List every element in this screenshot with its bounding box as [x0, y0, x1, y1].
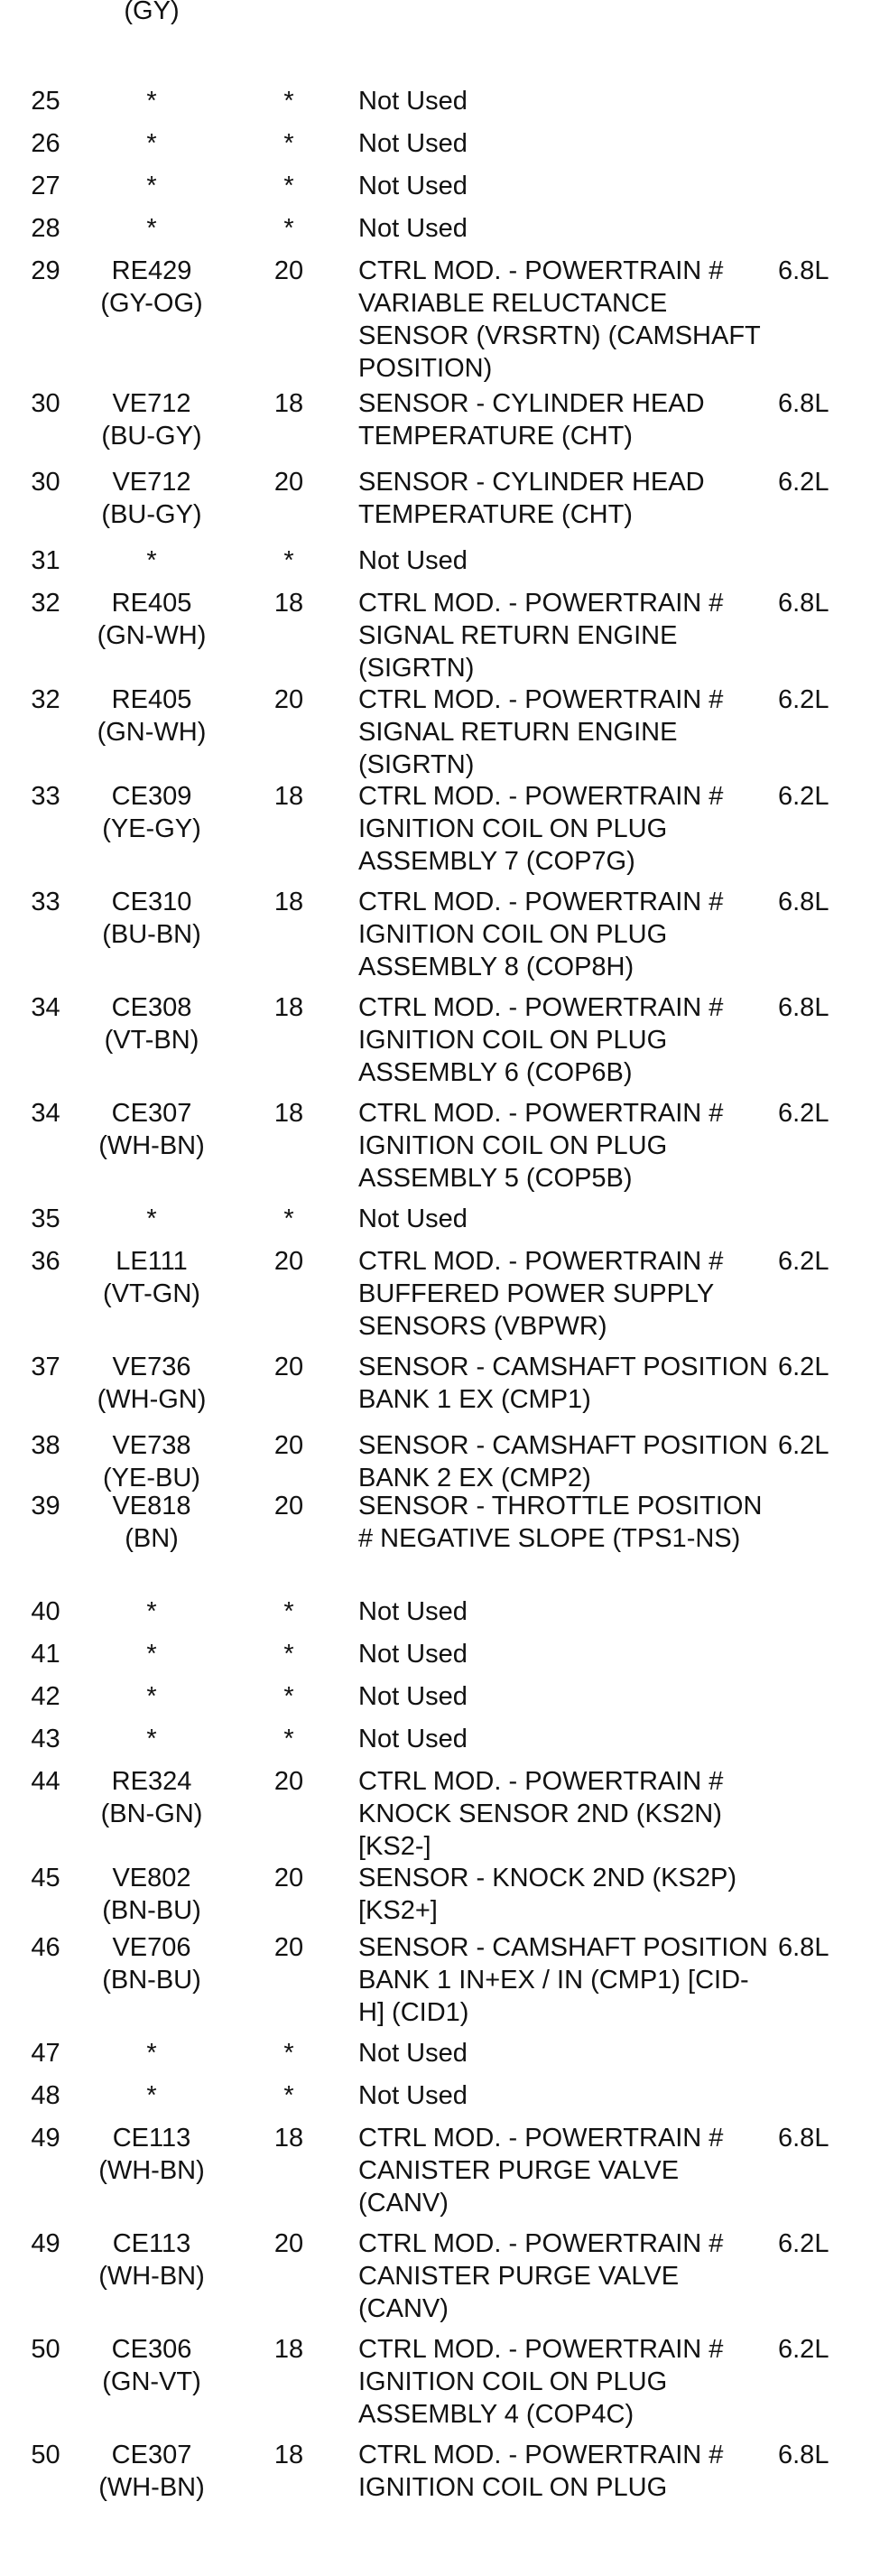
pin-number: 31: [31, 546, 60, 575]
circuit-description: CTRL MOD. - POWERTRAIN # IGNITION COIL ON PLUG ASSEMBLY 4 (COP4C): [358, 2335, 724, 2429]
circuit-description: CTRL MOD. - POWERTRAIN # IGNITION COIL ON PLUG ASSEMBLY 6 (COP6B): [358, 993, 724, 1087]
pin-number: 28: [31, 214, 60, 243]
circuit-description: CTRL MOD. - POWERTRAIN # SIGNAL RETURN ENGINE (SIGRTN): [358, 589, 724, 683]
wire-color: (WH-BN): [98, 2262, 205, 2291]
pin-number: 41: [31, 1640, 60, 1669]
engine-note: 6.2L: [778, 1431, 829, 1460]
circuit-description: Not Used: [358, 214, 468, 243]
circuit-description: SENSOR - CYLINDER HEAD TEMPERATURE (CHT): [358, 468, 705, 529]
circuit-cell: [79, 466, 224, 531]
circuit-cell: [79, 255, 224, 320]
circuit-cell: [79, 212, 224, 245]
wire-color: (GN-WH): [97, 718, 207, 747]
circuit-cell: [79, 1245, 224, 1310]
engine-note: 6.2L: [778, 2335, 829, 2364]
circuit-description: Not Used: [358, 1682, 468, 1711]
circuit-id: *: [146, 1682, 157, 1711]
engine-note: 6.2L: [778, 685, 829, 714]
circuit-cell: [79, 2439, 224, 2504]
wire-gauge: 20: [273, 1933, 304, 1962]
pin-number: 38: [31, 1431, 60, 1460]
circuit-id: *: [146, 172, 157, 200]
wire-color: (YE-BU): [103, 1464, 200, 1493]
wire-color: (WH-BN): [98, 2156, 205, 2185]
circuit-cell: [79, 780, 224, 845]
circuit-cell: [79, 587, 224, 652]
wire-color: (GY-OG): [100, 289, 203, 318]
circuit-cell: [79, 544, 224, 577]
circuit-description: SENSOR - CAMSHAFT POSITION BANK 1 EX (CMP1): [358, 1353, 768, 1414]
pin-number: 34: [31, 993, 60, 1022]
wire-color: (BN-GN): [100, 1799, 203, 1828]
circuit-description: Not Used: [358, 1204, 468, 1233]
circuit-id: *: [146, 546, 157, 575]
wire-gauge: 18: [273, 993, 304, 1022]
circuit-description: Not Used: [358, 1725, 468, 1753]
pin-number: 30: [31, 389, 60, 418]
wire-color: (GY): [124, 0, 180, 25]
wire-gauge: 20: [273, 1767, 304, 1796]
circuit-cell: [79, 1765, 224, 1830]
circuit-cell: [79, 387, 224, 452]
engine-note: 6.2L: [778, 1099, 829, 1128]
wire-gauge: 18: [273, 1099, 304, 1128]
circuit-cell: [79, 2037, 224, 2069]
circuit-cell: [79, 1638, 224, 1670]
wire-color: (YE-GY): [102, 814, 201, 843]
circuit-cell: [79, 1595, 224, 1628]
pin-number: 37: [31, 1353, 60, 1381]
circuit-id: VE738: [112, 1431, 191, 1460]
pin-number: 34: [31, 1099, 60, 1128]
circuit-description: CTRL MOD. - POWERTRAIN # BUFFERED POWER SUPPLY SENSORS (VBPWR): [358, 1247, 724, 1341]
circuit-id: VE736: [112, 1353, 191, 1381]
circuit-id: *: [146, 2081, 157, 2110]
circuit-id: *: [146, 129, 157, 158]
pin-number: 48: [31, 2081, 60, 2110]
circuit-cell: [79, 684, 224, 749]
circuit-cell: [79, 127, 224, 160]
wire-color: (WH-BN): [98, 2473, 205, 2502]
engine-note: 6.8L: [778, 256, 829, 285]
wire-gauge: *: [283, 546, 294, 575]
circuit-cell: [79, 1351, 224, 1416]
circuit-id: CE310: [111, 888, 192, 916]
circuit-description: CTRL MOD. - POWERTRAIN # IGNITION COIL ON PLUG ASSEMBLY 7 (COP7G): [358, 782, 724, 876]
pin-number: 47: [31, 2039, 60, 2068]
pin-number: 46: [31, 1933, 60, 1962]
pin-number: 40: [31, 1597, 60, 1626]
pin-number: 27: [31, 172, 60, 200]
wire-gauge: 20: [273, 256, 304, 285]
wire-gauge: 18: [273, 2124, 304, 2153]
wire-color: (BN): [125, 1524, 179, 1553]
engine-note: 6.2L: [778, 782, 829, 811]
circuit-id: VE712: [112, 389, 191, 418]
circuit-cell: [79, 1723, 224, 1755]
circuit-id: *: [146, 214, 157, 243]
circuit-id: CE309: [111, 782, 192, 811]
wire-gauge: *: [283, 87, 294, 116]
engine-note: 6.8L: [778, 2441, 829, 2469]
pin-number: 25: [31, 87, 60, 116]
pin-number: 39: [31, 1492, 60, 1520]
pin-number: 32: [31, 685, 60, 714]
circuit-cell: [79, 1862, 224, 1927]
engine-note: 6.2L: [778, 1353, 829, 1381]
engine-note: 6.8L: [778, 888, 829, 916]
pin-number: 49: [31, 2124, 60, 2153]
wire-gauge: *: [283, 1597, 294, 1626]
pin-number: 44: [31, 1767, 60, 1796]
circuit-cell: [79, 1931, 224, 1996]
pin-number: 49: [31, 2229, 60, 2258]
pin-number: 36: [31, 1247, 60, 1276]
circuit-description: Not Used: [358, 2039, 468, 2068]
wire-gauge: 20: [273, 2229, 304, 2258]
circuit-cell: [79, 85, 224, 117]
pin-number: 35: [31, 1204, 60, 1233]
wire-gauge: *: [283, 1682, 294, 1711]
circuit-description: Not Used: [358, 87, 468, 116]
wire-color: (GN-VT): [102, 2367, 201, 2396]
circuit-id: CE308: [111, 993, 192, 1022]
pin-number: 50: [31, 2335, 60, 2364]
circuit-description: SENSOR - CAMSHAFT POSITION BANK 2 EX (CMP2): [358, 1431, 768, 1493]
circuit-description: Not Used: [358, 129, 468, 158]
circuit-id: CE113: [112, 2229, 191, 2258]
pin-number: 29: [31, 256, 60, 285]
circuit-description: Not Used: [358, 1640, 468, 1669]
wire-gauge: 18: [273, 589, 304, 618]
pin-number: 32: [31, 589, 60, 618]
circuit-description: CTRL MOD. - POWERTRAIN # IGNITION COIL ON PLUG ASSEMBLY 8 (COP8H): [358, 888, 724, 981]
circuit-description: SENSOR - CYLINDER HEAD TEMPERATURE (CHT): [358, 389, 705, 451]
wire-gauge: *: [283, 172, 294, 200]
engine-note: 6.2L: [778, 2229, 829, 2258]
circuit-cell: [79, 0, 224, 27]
circuit-id: RE405: [111, 685, 192, 714]
wire-color: (BN-BU): [102, 1966, 201, 1995]
circuit-description: Not Used: [358, 546, 468, 575]
engine-note: 6.8L: [778, 1933, 829, 1962]
circuit-cell: [79, 170, 224, 202]
wire-color: (WH-BN): [98, 1131, 205, 1160]
wire-gauge: 18: [273, 389, 304, 418]
wire-color: (BU-GY): [101, 500, 202, 529]
pin-number: 42: [31, 1682, 60, 1711]
wire-color: (BU-GY): [101, 422, 202, 451]
wire-gauge: *: [283, 2081, 294, 2110]
wire-color: (VT-GN): [103, 1279, 200, 1308]
circuit-id: VE818: [112, 1492, 191, 1520]
circuit-description: CTRL MOD. - POWERTRAIN # IGNITION COIL ON PLUG: [358, 2441, 724, 2502]
wire-gauge: *: [283, 1725, 294, 1753]
circuit-id: CE307: [111, 2441, 192, 2469]
pin-number: 45: [31, 1864, 60, 1892]
circuit-id: LE111: [116, 1247, 188, 1276]
wire-gauge: 18: [273, 888, 304, 916]
wire-gauge: 20: [273, 1864, 304, 1892]
wire-color: (GN-WH): [97, 621, 207, 650]
wire-color: (WH-GN): [97, 1385, 207, 1414]
wire-color: (BU-BN): [102, 920, 201, 949]
circuit-description: Not Used: [358, 1597, 468, 1626]
circuit-id: CE307: [111, 1099, 192, 1128]
wire-gauge: 20: [273, 468, 304, 497]
circuit-description: CTRL MOD. - POWERTRAIN # SIGNAL RETURN ENGINE (SIGRTN): [358, 685, 724, 779]
wire-gauge: *: [283, 1640, 294, 1669]
wire-gauge: 18: [273, 2335, 304, 2364]
circuit-cell: [79, 991, 224, 1056]
circuit-description: CTRL MOD. - POWERTRAIN # CANISTER PURGE VALVE (CANV): [358, 2124, 724, 2218]
engine-note: 6.2L: [778, 468, 829, 497]
circuit-id: *: [146, 2039, 157, 2068]
circuit-cell: [79, 1680, 224, 1713]
wire-gauge: *: [283, 2039, 294, 2068]
pin-number: 50: [31, 2441, 60, 2469]
circuit-id: *: [146, 1725, 157, 1753]
circuit-description: CTRL MOD. - POWERTRAIN # VARIABLE RELUCTANCE SENSOR (VRSRTN) (CAMSHAFT POSITION): [358, 256, 761, 383]
circuit-id: *: [146, 1204, 157, 1233]
wire-gauge: 20: [273, 1431, 304, 1460]
wire-gauge: *: [283, 1204, 294, 1233]
engine-note: 6.8L: [778, 389, 829, 418]
circuit-cell: [79, 1490, 224, 1555]
wire-gauge: *: [283, 214, 294, 243]
wire-gauge: 20: [273, 685, 304, 714]
circuit-cell: [79, 2079, 224, 2112]
circuit-description: Not Used: [358, 2081, 468, 2110]
engine-note: 6.8L: [778, 993, 829, 1022]
circuit-id: VE802: [112, 1864, 191, 1892]
engine-note: 6.8L: [778, 2124, 829, 2153]
pin-number: 33: [31, 782, 60, 811]
pin-number: 30: [31, 468, 60, 497]
circuit-cell: [79, 2333, 224, 2398]
circuit-id: RE405: [111, 589, 192, 618]
wire-gauge: 18: [273, 2441, 304, 2469]
wire-color: (VT-BN): [104, 1026, 199, 1055]
circuit-id: CE306: [111, 2335, 192, 2364]
circuit-id: *: [146, 1597, 157, 1626]
engine-note: 6.8L: [778, 589, 829, 618]
engine-note: 6.2L: [778, 1247, 829, 1276]
circuit-id: *: [146, 87, 157, 116]
pin-number: 43: [31, 1725, 60, 1753]
pin-number: 33: [31, 888, 60, 916]
circuit-description: Not Used: [358, 172, 468, 200]
circuit-id: RE324: [111, 1767, 192, 1796]
pin-number: 26: [31, 129, 60, 158]
circuit-cell: [79, 1097, 224, 1162]
circuit-cell: [79, 1429, 224, 1494]
circuit-id: CE113: [112, 2124, 191, 2153]
circuit-id: *: [146, 1640, 157, 1669]
circuit-cell: [79, 2122, 224, 2187]
circuit-cell: [79, 886, 224, 951]
wire-gauge: 20: [273, 1492, 304, 1520]
wire-gauge: 20: [273, 1353, 304, 1381]
circuit-description: CTRL MOD. - POWERTRAIN # KNOCK SENSOR 2ND (KS2N) [KS2-]: [358, 1767, 724, 1861]
circuit-description: SENSOR - THROTTLE POSITION # NEGATIVE SLOPE (TPS1-NS): [358, 1492, 763, 1553]
circuit-description: SENSOR - CAMSHAFT POSITION BANK 1 IN+EX / IN (CMP1) [CID-H] (CID1): [358, 1933, 768, 2027]
circuit-description: SENSOR - KNOCK 2ND (KS2P) [KS2+]: [358, 1864, 736, 1925]
wire-gauge: *: [283, 129, 294, 158]
circuit-description: CTRL MOD. - POWERTRAIN # IGNITION COIL ON PLUG ASSEMBLY 5 (COP5B): [358, 1099, 724, 1193]
wire-color: (BN-BU): [102, 1896, 201, 1925]
circuit-description: CTRL MOD. - POWERTRAIN # CANISTER PURGE VALVE (CANV): [358, 2229, 724, 2323]
wire-gauge: 20: [273, 1247, 304, 1276]
circuit-cell: [79, 2227, 224, 2292]
circuit-id: VE706: [112, 1933, 191, 1962]
circuit-id: RE429: [111, 256, 192, 285]
circuit-id: VE712: [112, 468, 191, 497]
circuit-cell: [79, 1203, 224, 1235]
wire-gauge: 18: [273, 782, 304, 811]
